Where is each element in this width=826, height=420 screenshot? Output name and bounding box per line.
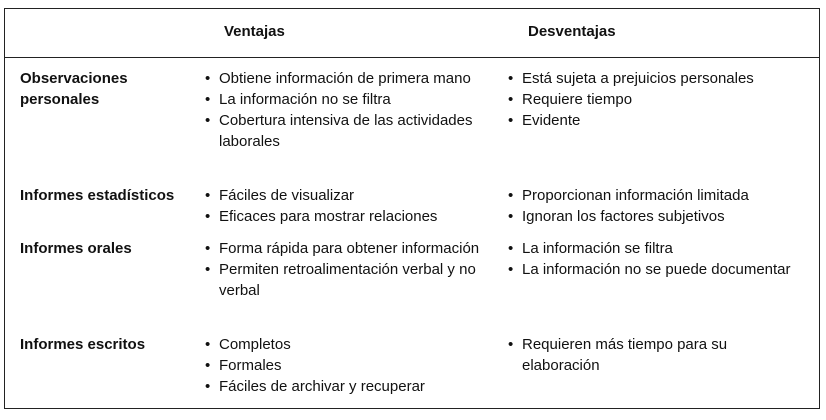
bullet-icon: • [508,70,514,87]
bullet-icon: • [205,378,211,395]
list-item-text: Evidente [522,112,581,129]
desventajas-list [508,238,808,280]
row-label: Informes escritos [20,336,146,353]
list-item-text: Eficaces para mostrar relaciones [219,208,438,225]
list-item [508,259,808,280]
header-desventajas: Desventajas [528,23,616,40]
list-item [205,185,485,206]
list-item-text: Ignoran los factores subjetivos [522,208,725,225]
bullet-icon: • [205,187,211,204]
list-item [205,68,485,89]
list-item [508,68,808,89]
bullet-icon: • [508,112,514,129]
ventajas-list [205,238,485,301]
bullet-icon: • [205,240,211,257]
list-item-text: La información se filtra [522,240,673,257]
bullet-icon: • [508,240,514,257]
list-item-text: Completos [219,336,291,353]
row-label: Informes orales [20,240,132,257]
list-item-text: Proporcionan información limitada [522,187,749,204]
bullet-icon: • [205,91,211,108]
list-item-text: Requiere tiempo [522,91,633,108]
row-label: Observaciones personales [20,70,128,108]
list-item-text: La información no se puede documentar [522,261,791,278]
list-item-text: Fáciles de archivar y recuperar [219,378,425,395]
bullet-icon: • [508,91,514,108]
list-item [205,334,485,355]
list-item-text: Fáciles de visualizar [219,187,355,204]
list-item [205,259,485,301]
list-item [205,206,485,227]
list-item-text: Formales [219,357,282,374]
bullet-icon: • [205,208,211,225]
list-item-text: Obtiene información de primera mano [219,70,471,87]
desventajas-list [508,334,778,376]
list-item [508,110,808,131]
list-item-text: Cobertura intensiva de las actividades laborales [219,112,473,150]
row-label: Informes estadísticos [20,187,175,204]
desventajas-list [508,185,808,227]
bullet-icon: • [508,187,514,204]
bullet-icon: • [205,336,211,353]
bullet-icon: • [205,112,211,129]
list-item [205,89,485,110]
header-divider [4,57,820,58]
list-item [508,238,808,259]
ventajas-list [205,334,485,397]
list-item-text: Requieren más tiempo para su elaboración [522,336,728,374]
list-item-text: La información no se filtra [219,91,391,108]
bullet-icon: • [508,336,514,353]
list-item [508,334,778,376]
list-item [205,376,485,397]
list-item-text: Forma rápida para obtener información [219,240,480,257]
header-ventajas: Ventajas [224,23,285,40]
list-item-text: Permiten retroalimentación verbal y no verbal [219,261,476,299]
list-item-text: Está sujeta a prejuicios personales [522,70,754,87]
bullet-icon: • [205,357,211,374]
bullet-icon: • [205,70,211,87]
ventajas-list [205,68,485,152]
bullet-icon: • [508,261,514,278]
list-item [508,185,808,206]
desventajas-list [508,68,808,131]
ventajas-list [205,185,485,227]
bullet-icon: • [205,261,211,278]
list-item [205,238,485,259]
list-item [508,89,808,110]
list-item [508,206,808,227]
list-item [205,355,485,376]
list-item [205,110,485,152]
bullet-icon: • [508,208,514,225]
